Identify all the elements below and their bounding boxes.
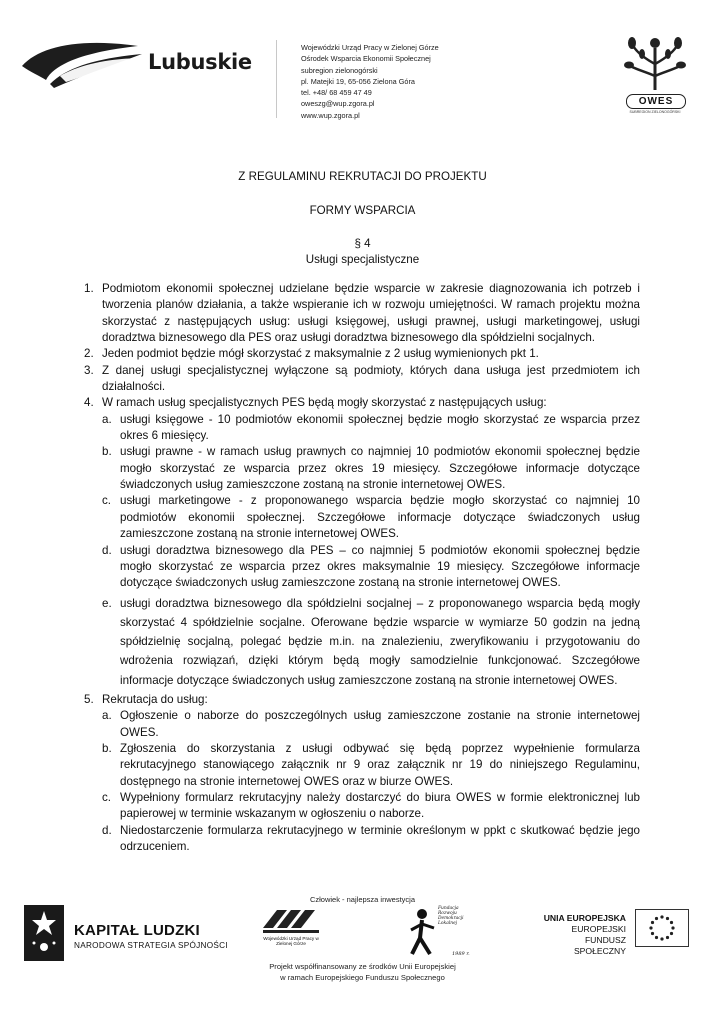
sub-item-letter: a. [102,412,112,426]
eu-line: FUNDUSZ SPOŁECZNY [573,935,626,956]
address-line: subregion zielonogórski [301,65,378,75]
paragraph-number: § 4 [354,237,371,250]
sub-item-text: usługi prawne - w ramach usług prawnych co najmniej 10 podmiotów ekonomii społecznej będzie mogło skorzystać ze wsparcia przez okres 19 miesięcy. Szczegółowe informacje dotyczące świadczonych usług zamieszczone zostaną na stronie internetowej OWES. [120,445,640,492]
sub-item-text: Zgłoszenia do skorzystania z usługi odbywać się będą poprzez wypełnienie formularza rekrutacyjnego stanowiącego załącznik nr 9 oraz załącznik nr 19 do niniejszego Regulaminu, dostępnego na stronie internetowej OWES oraz w biurze OWES. [120,742,640,788]
owes-logo-text: OWES [626,94,686,109]
eu-logo [538,905,688,961]
sub-item-text: Ogłoszenie o naborze do poszczególnych usług zamieszczone zostanie na stronie internetowej OWES. [120,709,640,739]
item-number: 2. [84,347,94,361]
brand-name: Lubuskie [148,50,252,74]
owes-logo [622,34,688,120]
wup-logo-text: Wojewódzki Urząd Pracy w Zielonej Górze [263,936,319,947]
item-text: Rekrutacja do usług: [102,693,208,707]
sub-item [84,741,640,790]
sub-item [84,444,640,493]
list-item [84,395,640,411]
fundacja-logo [408,904,476,964]
sub-item [84,594,640,690]
item-text: Podmiotom ekonomii społecznej udzielane będzie wsparcie w zakresie diagnozowania ich potrzeb i tworzenia planów działania, a także wspieranie ich w rozwoju umiejętności. W ramach projektu można skorzystać z następujących usług: usługi księgowej, usługi prawnej, usługi marketingowej, usługi doradztwa biznesowego dla PES oraz usługi doradztwa biznesowego dla spółdzielni socjalnych. [102,282,640,345]
financing-line: w ramach Europejskiego Funduszu Społecznego [280,973,445,982]
sub-item-text: usługi księgowe - 10 podmiotów ekonomii społecznej będzie mogło skorzystać ze wsparcia przez okres 6 miesięcy. [120,412,640,443]
footer-tagline: Człowiek - najlepsza inwestycja [309,895,416,904]
sub-item-letter: c. [102,791,112,805]
eu-line: EUROPEJSKI [571,924,626,934]
wup-stripes-icon [259,906,323,936]
list-item [84,346,640,362]
address-email: oweszg@wup.zgora.pl [301,99,375,109]
sub-item-letter: d. [102,823,112,837]
header-address [301,42,439,121]
item-number: 3. [84,363,94,377]
kapital-ludzki-star-icon [22,903,72,963]
sub-item-letter: d. [102,543,112,557]
owes-logo-subtitle: SUBREGION ZIELONOGÓRSKI [629,110,681,114]
regulation-content [84,281,640,855]
sub-item-letter: a. [102,709,112,723]
fundacja-figure-icon [408,904,438,960]
sub-item [84,412,640,445]
list-item [84,692,640,708]
eu-line: UNIA EUROPEJSKA [543,913,626,923]
kapital-ludzki-logo [22,903,228,963]
sub-item-text: usługi marketingowe - z proponowanego wsparcia będzie mogło skorzystać co najmniej 10 podmiotów ekonomii społecznej. Szczegółowe informacje dotyczące świadczonych usług zamieszczone zostaną na stronie internetowej OWES. [120,494,640,541]
address-line: Ośrodek Wsparcia Ekonomii Społecznej [301,54,431,64]
item-text: Jeden podmiot będzie mógł skorzystać z maksymalnie z 2 usług wymienionych pkt 1. [102,347,539,361]
sub-item-text: Wypełniony formularz rekrutacyjny należy dostarczyć do biura OWES w formie elektronicznej lub papierowej w terminie wskazanym w ogłoszeniu o naborze. [120,791,640,821]
sub-item [84,543,640,592]
item-text: Z danej usługi specjalistycznej wyłączone są podmioty, których dana usługa jest przedmiotem ich działalności. [102,363,640,394]
lubuskie-swoosh-icon [20,36,150,96]
kapital-ludzki-title: KAPITAŁ LUDZKI [74,922,200,939]
paragraph-title: Usługi specjalistyczne [305,253,420,266]
sub-item-letter: b. [102,742,112,756]
sub-item [84,823,640,856]
sub-item-text: usługi doradztwa biznesowego dla spółdzielni socjalnej – z proponowanego wsparcia będą mogły skorzystać 4 spółdzielnie socjalne. Oferowane będzie wsparcie w wymiarze 50 godzin na jedną spółdzielnię socjalną, polegać będzie m.in. na znalezieniu, zweryfikowaniu i przygotowaniu do wdrożenia rozwiązań, dzięki którym będą mogły samodzielnie funkcjonować. Szczegółowe informacje dotyczące świadczonych usług zamieszczone zostaną na stronie internetowej OWES. [120,596,640,687]
sub-item-text: usługi doradztwa biznesowego dla PES – co najmniej 5 podmiotów ekonomii społecznej będzie mogło skorzystać ze wsparcia przez okres maksymalnie 19 miesięcy. Szczegółowe informacje dotyczące świadczonych usług zamieszczone zostaną na stronie internetowej OWES. [120,543,640,590]
eu-logo-text [538,913,626,957]
wup-logo [259,906,323,956]
list-item [84,281,640,346]
footer-financing [0,961,725,983]
address-line: Wojewódzki Urząd Pracy w Zielonej Górze [301,43,439,52]
sub-item-letter: c. [102,494,112,508]
sub-item-text: Niedostarczenie formularza rekrutacyjnego w terminie określonym w ppkt c skutkować będzie jego odrzuceniem. [120,823,640,854]
section-title: FORMY WSPARCIA [309,204,416,217]
kapital-ludzki-subtitle: NARODOWA STRATEGIA SPÓJNOŚCI [74,941,228,950]
eu-flag-icon [635,909,689,947]
sub-item-letter: e. [102,596,112,610]
fundacja-logo-year: 1989 r. [452,951,470,957]
item-text: W ramach usług specjalistycznych PES będą mogły skorzystać z następujących usług: [102,396,547,410]
document-title: Z REGULAMINU REKRUTACJI DO PROJEKTU [238,170,487,183]
address-line: tel. +48/ 68 459 47 49 [301,88,372,98]
owes-tree-icon [622,34,688,94]
sub-item [84,493,640,542]
sub-item-letter: b. [102,445,112,459]
financing-line: Projekt współfinansowany ze środków Unii Europejskiej [269,962,456,971]
address-line: pl. Matejki 19, 65-056 Zielona Góra [301,76,415,86]
header-divider [276,40,277,118]
item-number: 1. [84,282,94,295]
item-number: 5. [84,693,94,707]
sub-item [84,790,640,823]
fundacja-logo-text: Fundacja Rozwoju Demokracji Lokalnej [438,906,464,926]
lubuskie-logo [20,36,250,96]
list-item [84,363,640,396]
sub-item [84,708,640,741]
address-website: www.wup.zgora.pl [301,110,360,120]
item-number: 4. [84,396,94,410]
